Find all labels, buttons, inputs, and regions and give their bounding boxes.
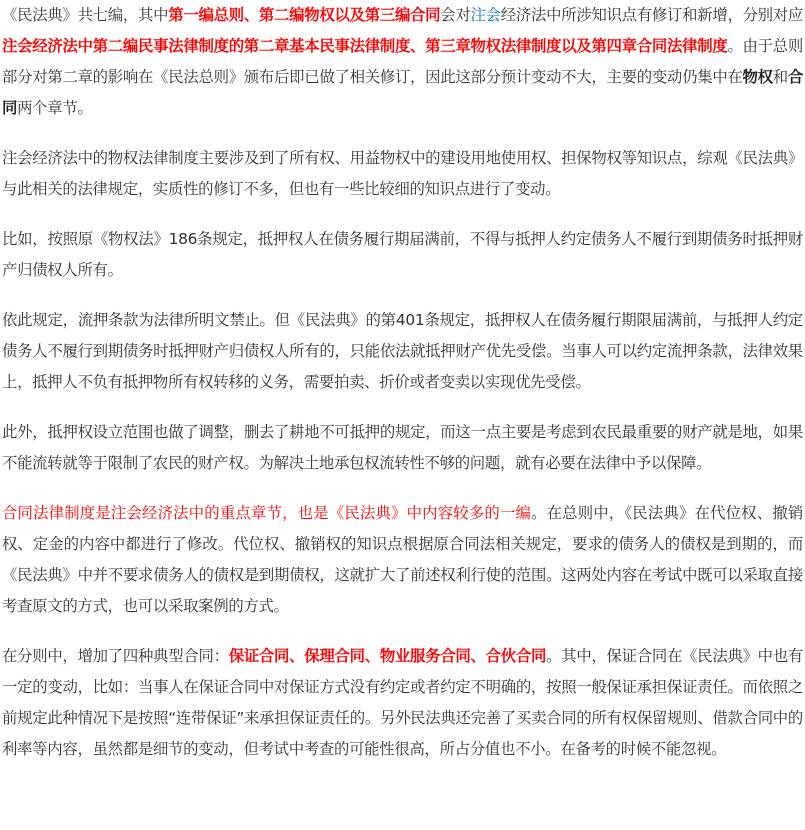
bold-text: 合同 (2, 68, 803, 117)
paragraph-contract-law (2, 498, 803, 622)
paragraph-mortgage-scope: 此外，抵押权设立范围也做了调整，删去了耕地不可抵押的规定，而这一点主要是考虑到农民最重要的财产就是地，如果不能流转就等于限制了农民的财产权。为解决土地承包权流转性不够的问题，就有必要在法律中予以保障。 (2, 423, 803, 472)
highlight-text: 注会经济法中第二编民事法律制度的第二章基本民事法律制度、第三章物权法律制度以及第四章合同法律制度 (2, 37, 728, 55)
text: 。在总则中，《民法典》在代位权、撤销权、定金的内容中都进行了修改。代位权、撤销权的知识点根据原合同法相关规定，要求的债务人的债权是到期的，而《民法典》中并不要求债务人的债权是到期债权，这就扩大了前述权利行使的范围。这两处内容在考试中既可以采取直接考查原文的方式，也可以采取案例的方式。 (2, 504, 803, 615)
cpa-link[interactable]: 注会 (470, 6, 501, 24)
text: 。由于总则部分对第二章的影响在《民法总则》颁布后即已做了相关修订，因此这部分预计变动不大，主要的变动仍集中在 (2, 37, 803, 86)
text: 《民法典》共七编，其中 (2, 6, 169, 24)
text: 经济法中所涉知识点有修订和新增，分别对应 (500, 6, 804, 24)
text: 。其中，保证合同在《民法典》中也有一定的变动，比如：当事人在保证合同中对保证方式没有约定或者约定不明确的，按照一般保证承担保证责任。而依照之前规定此种情况下是按照“连带保证”来承担保证责任的。另外民法典还完善了买卖合同的所有权保留规则、借款合同中的利率等内容，虽然都是细节的变动，但考试中考查的可能性很高，所占分值也不小。在备考的时候不能忽视。 (2, 647, 803, 758)
paragraph-property-rights: 注会经济法中的物权法律制度主要涉及到了所有权、用益物权中的建设用地使用权、担保物权等知识点，综观《民法典》与此相关的法律规定，实质性的修订不多，但也有一些比较细的知识点进行了变动。 (2, 149, 803, 198)
highlight-text: 第一编总则、第二编物权以及第三编合同 (168, 6, 441, 24)
paragraph-example: 比如，按照原《物权法》186条规定，抵押权人在债务履行期届满前，不得与抵押人约定债务人不履行到期债务时抵押财产归债权人所有。 (2, 230, 803, 279)
paragraph-intro (2, 0, 803, 124)
highlight-text: 合同法律制度是注会经济法中的重点章节，也是《民法典》中内容较多的一编 (2, 504, 532, 522)
article-body (2, 0, 803, 784)
highlight-text: 保证合同、保理合同、物业服务合同、合伙合同 (228, 647, 547, 665)
text: 和 (772, 68, 788, 86)
paragraph-typical-contracts (2, 641, 803, 765)
text: 在分则中，增加了四种典型合同： (2, 647, 229, 665)
text: 会对 (440, 6, 471, 24)
text: 两个章节。 (17, 99, 93, 117)
paragraph-article-401: 依此规定，流押条款为法律所明文禁止。但《民法典》的第401条规定，抵押权人在债务履行期限届满前，与抵押人约定债务人不履行到期债务时抵押财产归债权人所有的，只能依法就抵押财产优先受偿。当事人可以约定流押条款，法律效果上，抵押人不负有抵押物所有权转移的义务，需要拍卖、折价或者变卖以实现优先受偿。 (2, 311, 803, 391)
bold-text: 物权 (742, 68, 773, 86)
